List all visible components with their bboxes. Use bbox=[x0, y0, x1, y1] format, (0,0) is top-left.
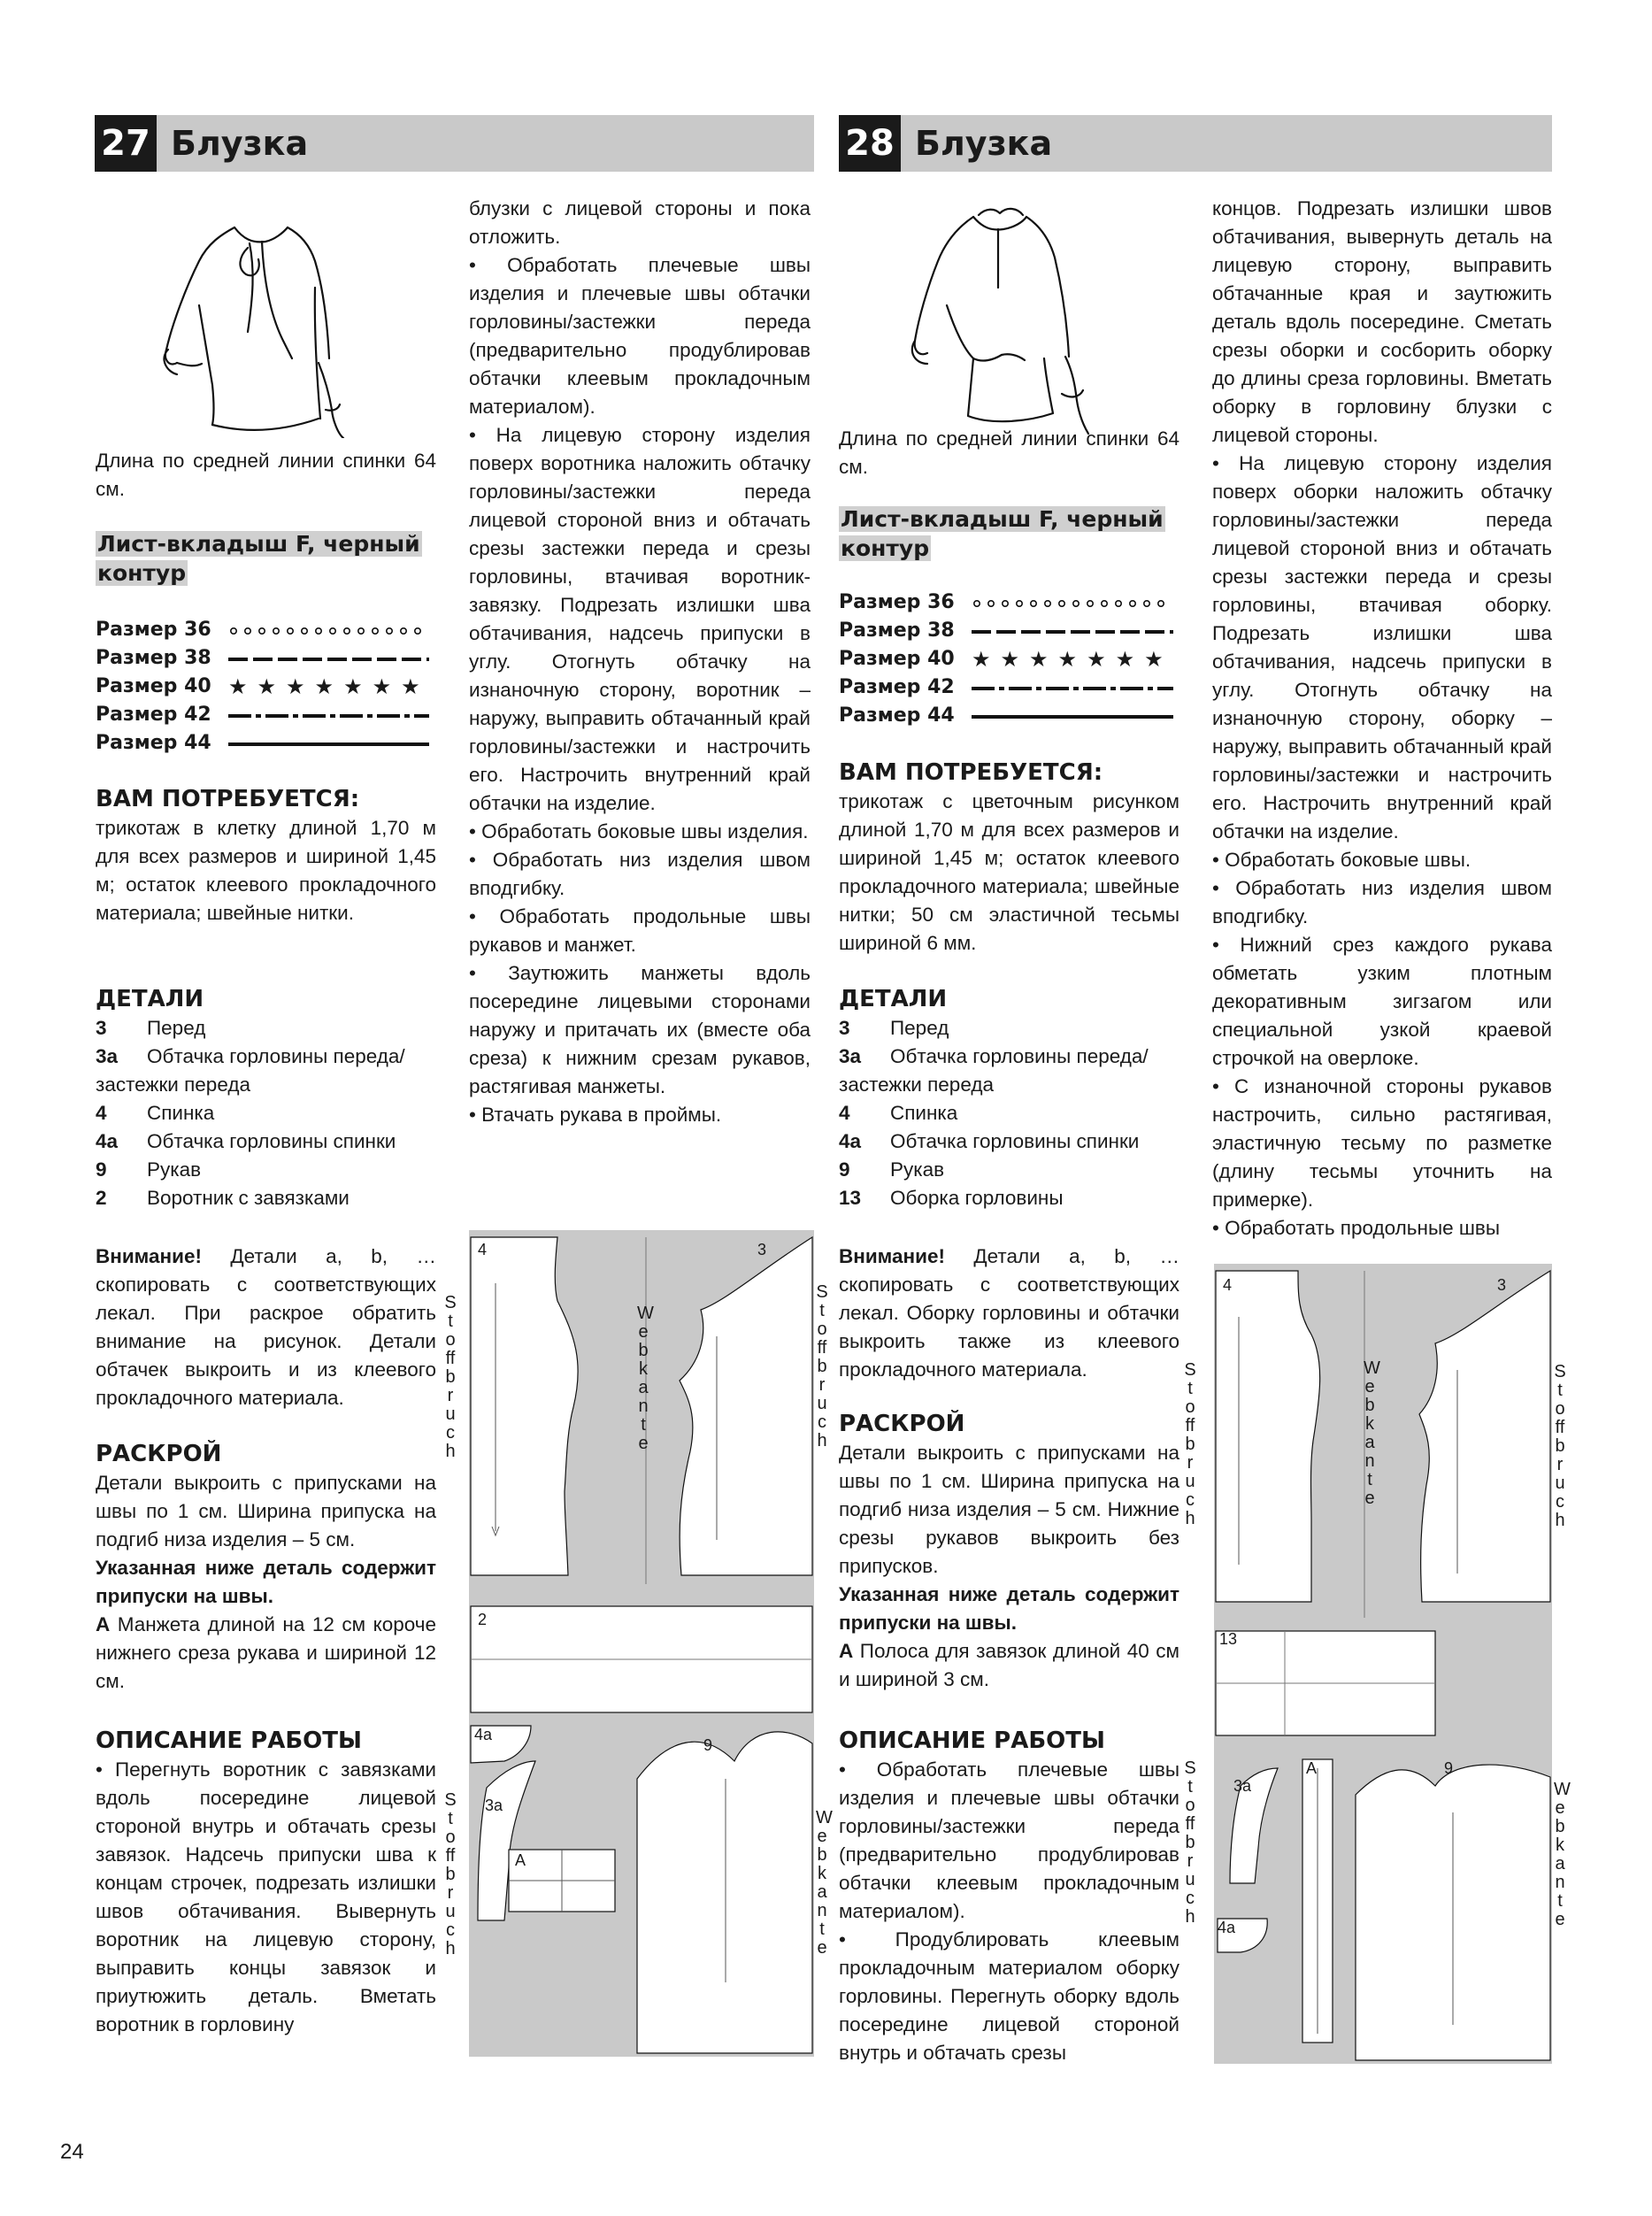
size-row-38: Размер 38 bbox=[839, 617, 1173, 645]
piece-label-4a: 4a bbox=[474, 1726, 493, 1743]
materials-heading: ВАМ ПОТРЕБУЕТСЯ: bbox=[96, 786, 360, 812]
stoffbruch-label: Stoffbruch bbox=[816, 1282, 828, 1450]
cutting-block bbox=[96, 1439, 436, 1696]
size-row-42: Размер 42 bbox=[839, 673, 1173, 702]
attention-note: Внимание! Детали a, b, … скопировать с соответствующих лекал. При раскрое обратить внимание на рисунок. Детали обтачек выкроить и из клеевого прокладочного материала. bbox=[96, 1245, 436, 1409]
dash-dot-line-icon bbox=[972, 684, 1173, 693]
dashed-line-icon bbox=[972, 627, 1173, 636]
list-item: 4a Обтачка горловины спинки bbox=[839, 1130, 1140, 1152]
piece-label-9: 9 bbox=[1444, 1759, 1454, 1777]
piece-label-9: 9 bbox=[703, 1736, 713, 1754]
stoffbruch-label: Stoffbruch bbox=[1554, 1362, 1566, 1530]
size-legend bbox=[839, 589, 1173, 730]
pattern-piece-back bbox=[1216, 1271, 1320, 1602]
list-item: 3 Перед bbox=[839, 1017, 949, 1039]
cutting-bold-note: Указанная ниже деталь содержит припуски на швы. bbox=[839, 1583, 1179, 1634]
cutting-heading: РАСКРОЙ bbox=[839, 1411, 965, 1437]
list-item: 3a Обтачка горловины переда/ bbox=[839, 1045, 1149, 1067]
work-heading: ОПИСАНИЕ РАБОТЫ bbox=[839, 1727, 1105, 1754]
list-item: 9 Рукав bbox=[839, 1158, 945, 1181]
dotted-line-icon bbox=[972, 599, 1173, 608]
piece-label-4: 4 bbox=[1223, 1276, 1233, 1294]
cutting-heading: РАСКРОЙ bbox=[96, 1441, 222, 1467]
materials-text: трикотаж в клетку длиной 1,70 м для всех размеров и шириной 1,45 м; остаток клеевого прокладочного материала; швейные нитки. bbox=[96, 817, 436, 924]
length-text: Длина по средней линии спинки 64 см. bbox=[96, 450, 436, 500]
list-item: застежки переда bbox=[96, 1073, 250, 1096]
details-block bbox=[96, 984, 436, 1212]
solid-line-icon bbox=[228, 740, 429, 749]
section-header-28 bbox=[839, 115, 1552, 172]
stoffbruch-label: Stoffbruch bbox=[444, 1293, 457, 1461]
section-number: 28 bbox=[839, 115, 901, 172]
cutting-text: Детали выкроить с припусками на швы по 1 см. Ширина припуска на подгиб низа изделия – 5 см. bbox=[96, 1472, 436, 1550]
webkante-label: Webkante bbox=[637, 1304, 654, 1453]
details-block bbox=[839, 984, 1179, 1212]
cutting-a: А Полоса для завязок длиной 40 см и шириной 3 см. bbox=[839, 1640, 1179, 1690]
piece-label-4a: 4a bbox=[1218, 1919, 1236, 1936]
work-text-1: • Обработать плечевые швы изделия и плечевые швы обтачки горловины/застежки переда (предварительно продублировав обтачки клеевым прокладочным материалом). bbox=[839, 1758, 1179, 1922]
materials-text: трикотаж с цветочным рисунком длиной 1,70 м для всех размеров и шириной 1,45 м; остаток клеевого прокладочного материала; швейные нитки; 50 см эластичной тесьмы шириной 6 мм. bbox=[839, 790, 1179, 954]
size-row-40: Размер 40 ★★★★★★★ bbox=[96, 674, 430, 699]
cutting-layout-28 bbox=[1214, 1264, 1552, 2064]
sheet-label bbox=[96, 529, 436, 588]
dashed-line-icon bbox=[228, 655, 429, 664]
cutting-block bbox=[839, 1409, 1179, 1694]
list-item: 9 Рукав bbox=[96, 1158, 202, 1181]
size-row-44: Размер 44 bbox=[839, 702, 1173, 730]
piece-label-a: A bbox=[1306, 1759, 1318, 1777]
instructions-column-4: концов. Подрезать излишки швов обтачивания, вывернуть деталь на лицевую сторону, выправить обтачанные края и заутюжить деталь вдоль посередине. Сметать срезы оборки и сосборить оборку до длины среза горловины. Вметать оборку в горловину блузки с лицевой стороны. • На лицевую сторону изделия поверх оборки наложить обтачку горловины/застежки переда лицевой стороной вниз и обтачать срезы застежки переда и срезы горловины, втачивая оборку. Подрезать излишки шва обтачивания, надсечь припуски в углу. Отогнуть обтачку на изнаночную сторону, оборку – наружу, выправить обтачанный край горловины/застежки и настрочить его. Настрочить внутренний край обтачки на изделие. • Обработать боковые швы. • Обработать низ изделия швом вподгибку. • Нижний срез каждого рукава обметать узким плотным декоративным зигзагом или специальной узкой краевой строчкой на оверлоке. • С изнаночной стороны рукавов настрочить, сильно растягивая, эластичную тесьму по разметке (длину тесьмы уточнить на примерке). • Обработать продольные швы bbox=[1212, 197, 1552, 1239]
star-line-icon: ★★★★★★★ bbox=[228, 674, 430, 699]
materials-block bbox=[96, 784, 436, 927]
piece-label-13: 13 bbox=[1219, 1630, 1238, 1648]
cutting-bold-note: Указанная ниже деталь содержит припуски на швы. bbox=[96, 1557, 436, 1607]
piece-label-3a: 3a bbox=[1233, 1777, 1252, 1795]
stoffbruch-label: Stoffbruch bbox=[1184, 1758, 1196, 1927]
details-heading: ДЕТАЛИ bbox=[96, 986, 204, 1012]
blouse-28-illustration bbox=[894, 199, 1106, 438]
webkante-label: Webkante bbox=[1364, 1358, 1380, 1508]
details-list bbox=[839, 1014, 1179, 1212]
work-text-2: • Продублировать клеевым прокладочным материалом оборку горловины. Перегнуть оборку вдоль посередине лицевой стороной внутрь и обтачать срезы bbox=[839, 1928, 1179, 2064]
size-row-36: Размер 36 bbox=[96, 616, 429, 644]
details-list bbox=[96, 1014, 436, 1212]
size-row-42: Размер 42 bbox=[96, 701, 429, 729]
webkante-label: Webkante bbox=[1554, 1780, 1571, 1929]
section-title: Блузка bbox=[171, 124, 309, 163]
size-row-40: Размер 40 ★★★★★★★ bbox=[839, 647, 1173, 672]
sheet-label-text: Лист-вкладыш F, черный контур bbox=[841, 506, 1164, 561]
piece-label-4: 4 bbox=[478, 1241, 488, 1258]
length-text: Длина по средней линии спинки 64 см. bbox=[839, 427, 1179, 478]
cutting-a: А Манжета длиной на 12 см короче нижнего среза рукава и шириной 12 см. bbox=[96, 1613, 436, 1692]
piece-label-2: 2 bbox=[478, 1611, 488, 1628]
stoffbruch-label: Stoffbruch bbox=[444, 1790, 457, 1958]
size-row-38: Размер 38 bbox=[96, 644, 429, 673]
page-number: 24 bbox=[60, 2140, 84, 2164]
list-item: застежки переда bbox=[839, 1073, 994, 1096]
pattern-piece-sleeve bbox=[637, 1732, 812, 2053]
dotted-line-icon bbox=[228, 627, 429, 635]
work-text: • Перегнуть воротник с завязками вдоль посередине лицевой стороной внутрь и обтачать срезы завязок. Надсечь припуски шва к концам строчек, подрезать излишки швов обтачивания. Вывернуть воротник на лицевую сторону, выправить концы завязок и приутюжить деталь. Вметать воротник в горловину bbox=[96, 1758, 436, 2035]
sheet-label-text: Лист-вкладыш F, черный контур bbox=[97, 531, 420, 586]
list-item: 13 Оборка горловины bbox=[839, 1187, 1064, 1209]
cutting-text: Детали выкроить с припусками на швы по 1 см. Ширина припуска на подгиб низа изделия – 5 см. Нижние срезы рукавов выкроить без припусков. bbox=[839, 1442, 1179, 1577]
list-item: 4 Спинка bbox=[96, 1102, 215, 1124]
work-heading: ОПИСАНИЕ РАБОТЫ bbox=[96, 1727, 362, 1754]
size-row-44: Размер 44 bbox=[96, 729, 429, 758]
section-number: 27 bbox=[95, 115, 157, 172]
section-header-27 bbox=[95, 115, 814, 172]
materials-block bbox=[839, 758, 1179, 958]
list-item: 3a Обтачка горловины переда/ bbox=[96, 1045, 405, 1067]
solid-line-icon bbox=[972, 712, 1173, 721]
size-row-36: Размер 36 bbox=[839, 589, 1173, 617]
blouse-27-illustration bbox=[150, 208, 372, 438]
piece-label-3: 3 bbox=[757, 1241, 767, 1258]
sheet-label bbox=[839, 504, 1179, 563]
stoffbruch-label: Stoffbruch bbox=[1184, 1360, 1196, 1528]
attention-note: Внимание! Детали a, b, … скопировать с соответствующих лекал. Оборку горловины и обтачки выкроить также из клеевого прокладочного материала. bbox=[839, 1245, 1179, 1381]
star-line-icon: ★★★★★★★ bbox=[972, 647, 1173, 672]
materials-heading: ВАМ ПОТРЕБУЕТСЯ: bbox=[839, 759, 1103, 786]
instructions-column-2: блузки с лицевой стороны и пока отложить. • Обработать плечевые швы изделия и плечевые швы обтачки горловины/застежки переда (предварительно продублировав обтачки клеевым прокладочным материалом). • На лицевую сторону изделия поверх воротника наложить обтачку горловины/застежки переда лицевой стороной вниз и обтачать срезы застежки переда и срезы горловины, втачивая воротник-завязку. Подрезать излишки шва обтачивания, надсечь припуски в углу. Отогнуть обтачку на изнаночную сторону, воротник – наружу, выправить обтачанный край горловины/застежки и настрочить его. Настрочить внутренний край обтачки на изделие. • Обработать боковые швы изделия. • Обработать низ изделия швом вподгибку. • Обработать продольные швы рукавов и манжет. • Заутюжить манжеты вдоль посередине лицевыми сторонами наружу и притачать их (вместе оба среза) к нижним срезам рукавов, растягивая манжеты. • Втачать рукава в проймы. bbox=[469, 197, 811, 1126]
work-block bbox=[839, 1726, 1179, 2067]
piece-label-3: 3 bbox=[1497, 1276, 1507, 1294]
piece-label-3a: 3a bbox=[485, 1797, 503, 1814]
list-item: 3 Перед bbox=[96, 1017, 206, 1039]
section-title: Блузка bbox=[915, 124, 1053, 163]
work-block bbox=[96, 1726, 436, 2039]
dash-dot-line-icon bbox=[228, 712, 429, 720]
piece-label-a: A bbox=[515, 1851, 526, 1869]
webkante-label: Webkante bbox=[816, 1808, 833, 1958]
list-item: 4a Обтачка горловины спинки bbox=[96, 1130, 396, 1152]
size-legend bbox=[96, 616, 429, 758]
list-item: 2 Воротник с завязками bbox=[96, 1187, 350, 1209]
details-heading: ДЕТАЛИ bbox=[839, 986, 948, 1012]
list-item: 4 Спинка bbox=[839, 1102, 958, 1124]
